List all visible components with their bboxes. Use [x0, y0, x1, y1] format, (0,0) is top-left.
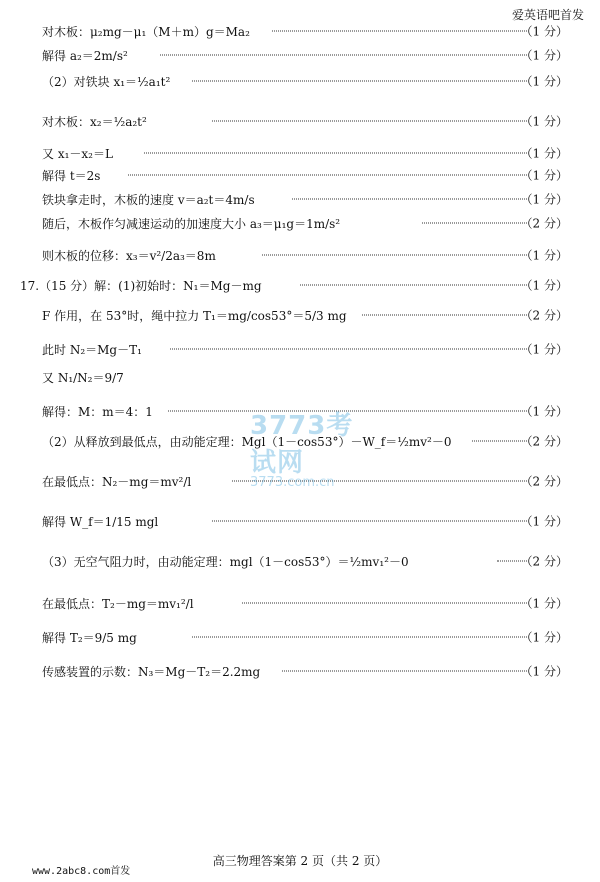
score-label: （1 分） — [520, 596, 568, 611]
answer-line — [42, 238, 584, 272]
line-text: 解得 a₂＝2m/s² — [42, 48, 128, 63]
answer-line — [42, 104, 584, 138]
answer-line — [42, 464, 584, 498]
score-label: （2 分） — [520, 554, 568, 569]
answer-line — [42, 544, 584, 578]
score-label: （1 分） — [520, 168, 568, 183]
answer-line — [42, 394, 584, 428]
line-text: 又 x₁－x₂＝L — [42, 146, 113, 161]
score-label: （1 分） — [520, 48, 568, 63]
line-text: 对木板：μ₂mg－μ₁（M＋m）g＝Ma₂ — [42, 24, 250, 39]
answer-line — [42, 298, 584, 332]
line-text: 解得 T₂＝9/5 mg — [42, 630, 137, 645]
watermark-title: 3773考试网 — [250, 411, 354, 478]
brand-header: 爱英语吧首发 — [511, 8, 584, 22]
line-text: 随后，木板作匀减速运动的加速度大小 a₃＝μ₁g＝1m/s² — [42, 216, 341, 231]
line-text: 传感装置的示数：N₃＝Mg－T₂＝2.2mg — [42, 664, 261, 679]
line-text: 17.（15 分）解：(1)初始时：N₁＝Mg－mg — [20, 278, 262, 293]
score-label: （1 分） — [520, 192, 568, 207]
score-label: （2 分） — [520, 216, 568, 231]
line-text: 解得 W_f＝1/15 mgl — [42, 514, 159, 529]
score-label: （1 分） — [520, 404, 568, 419]
score-label: （1 分） — [520, 146, 568, 161]
line-text: 对木板：x₂＝½a₂t² — [42, 114, 147, 129]
line-text: F 作用，在 53°时，绳中拉力 T₁＝mg/cos53°＝5/3 mg — [42, 308, 347, 323]
score-label: （1 分） — [520, 664, 568, 679]
score-label: （2 分） — [520, 474, 568, 489]
answer-line — [20, 268, 584, 302]
score-label: （1 分） — [520, 248, 568, 263]
answer-line — [42, 654, 584, 688]
answer-line — [42, 206, 584, 240]
score-label: （1 分） — [520, 114, 568, 129]
answer-line — [42, 64, 584, 98]
line-text: 解得：M：m＝4：1 — [42, 404, 153, 419]
answer-line — [42, 586, 584, 620]
score-label: （1 分） — [520, 342, 568, 357]
score-label: （2 分） — [520, 434, 568, 449]
score-label: （1 分） — [520, 278, 568, 293]
watermark-url: 3773.com.cn — [250, 475, 335, 490]
line-text: （3）无空气阻力时，由动能定理：mgl（1－cos53°）＝½mv₁²－0 — [42, 554, 409, 569]
line-text: （2）从释放到最低点，由动能定理：Mgl（1－cos53°）－W_f＝½mv²－0 — [42, 434, 452, 449]
footer-site: www.2abc8.com首发 — [32, 866, 131, 877]
line-text: 在最低点：T₂－mg＝mv₁²/l — [42, 596, 194, 611]
page-number-label: 高三物理答案第 2 页（共 2 页） — [212, 854, 388, 868]
line-text: 则木板的位移：x₃＝v²/2a₃＝8m — [42, 248, 216, 263]
answer-line — [42, 504, 584, 538]
score-label: （2 分） — [520, 308, 568, 323]
answer-line — [42, 620, 584, 654]
line-text: 铁块拿走时，木板的速度 v＝a₂t＝4m/s — [42, 192, 255, 207]
score-label: （1 分） — [520, 630, 568, 645]
line-text: （2）对铁块 x₁＝½a₁t² — [42, 74, 171, 89]
score-label: （1 分） — [520, 74, 568, 89]
score-label: （1 分） — [520, 514, 568, 529]
line-text: 此时 N₂＝Mg－T₁ — [42, 342, 142, 357]
line-text: 在最低点：N₂－mg＝mv²/l — [42, 474, 192, 489]
line-text: 又 N₁/N₂＝9/7 — [42, 370, 124, 385]
answer-line — [42, 424, 584, 458]
answer-line — [42, 360, 584, 394]
line-text: 解得 t＝2s — [42, 168, 101, 183]
score-label: （1 分） — [520, 24, 568, 39]
